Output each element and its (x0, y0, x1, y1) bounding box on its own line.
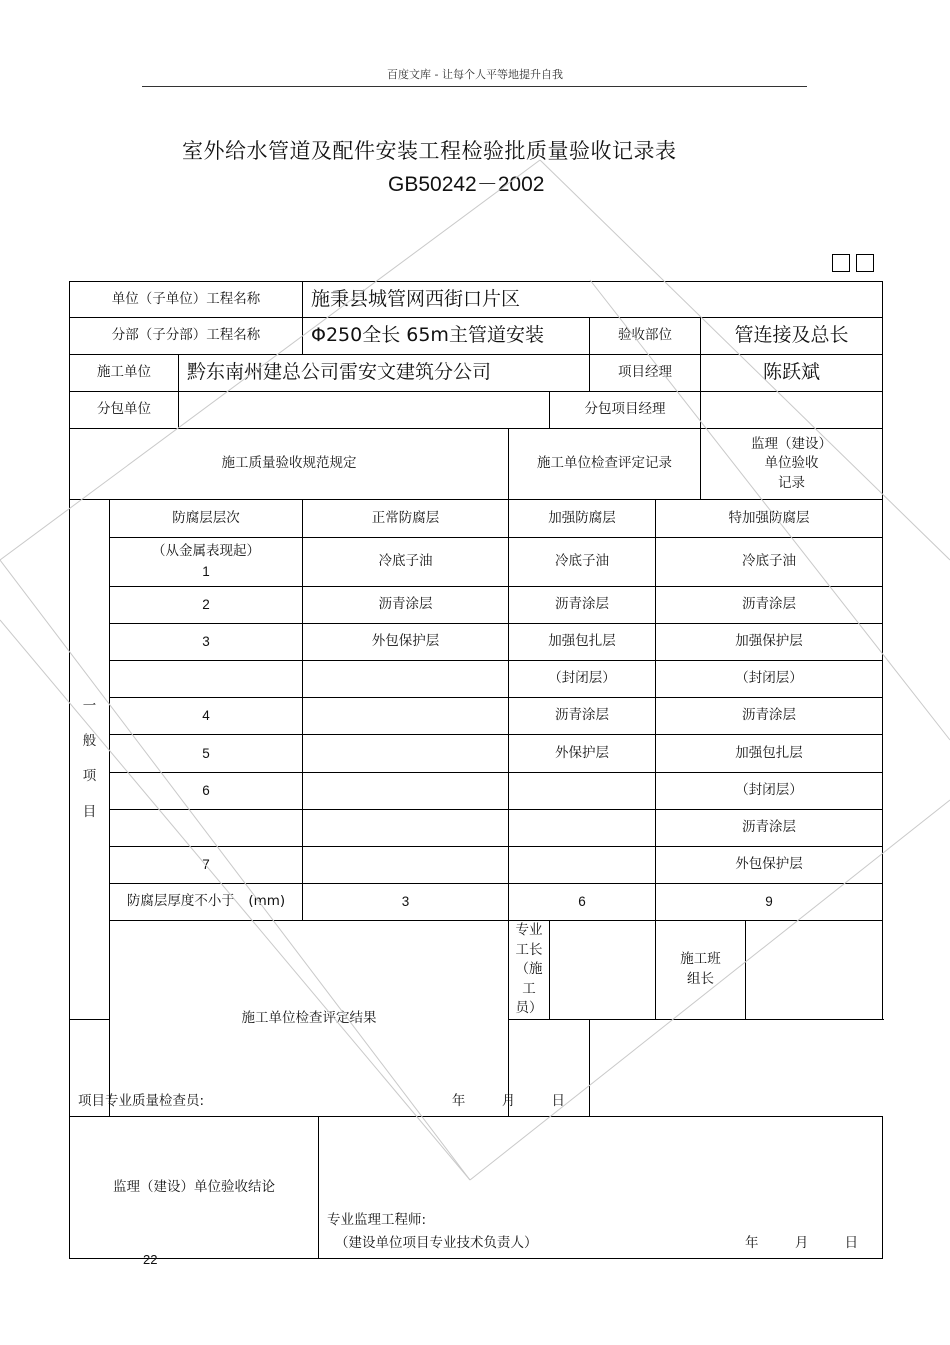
table-cell (303, 773, 509, 810)
table-cell: 沥青涂层 (509, 587, 656, 624)
table-cell: 外包保护层 (656, 847, 883, 884)
table-cell (509, 773, 656, 810)
quality-inspector-label: 项目专业质量检查员: (78, 1093, 205, 1110)
table-cell: 冷底子油 (303, 538, 509, 587)
col-reinforced: 加强防腐层 (509, 500, 656, 538)
thickness-reinforced: 6 (509, 884, 656, 921)
date-year: 年 (451, 1093, 466, 1110)
standard-code: GB50242－2002 (388, 173, 545, 196)
date-day: 日 (551, 1093, 565, 1110)
date-month: 月 (794, 1235, 809, 1252)
header-divider (142, 86, 807, 87)
table-cell (509, 810, 656, 847)
inspection-part-value[interactable]: 管连接及总长 (701, 318, 883, 355)
contractor-result-label: 施工单位检查评定结果 (110, 921, 509, 1117)
spec-header: 施工质量验收规范规定 (70, 429, 509, 500)
table-row (70, 624, 883, 661)
thickness-normal: 3 (303, 884, 509, 921)
date-month: 月 (501, 1093, 516, 1110)
contractor-value[interactable]: 黔东南州建总公司雷安文建筑分公司 (179, 355, 590, 392)
team-leader-label (656, 921, 746, 1020)
page-number: 22 (143, 1252, 158, 1267)
supervisor-header-line1: 监理（建设） (751, 435, 833, 452)
table-row (70, 847, 883, 884)
team-leader-value[interactable] (746, 921, 883, 1020)
construction-tech-lead-label: （建设单位项目专业技术负责人） (335, 1235, 538, 1252)
supervisor-engineer-label: 专业监理工程师: (327, 1211, 427, 1228)
supervisor-header-line3: 记录 (778, 474, 806, 491)
table-cell: 加强包扎层 (656, 735, 883, 773)
project-manager-label: 项目经理 (590, 355, 701, 392)
table-cell: 5 (110, 735, 303, 773)
table-cell (303, 847, 509, 884)
contractor-check-header: 施工单位检查评定记录 (509, 429, 701, 500)
general-char-2: 般 (82, 733, 97, 750)
contractor-result-area[interactable] (70, 1019, 590, 1116)
table-row (70, 735, 883, 773)
table-cell: 2 (110, 587, 303, 624)
subcontractor-label: 分包单位 (70, 392, 179, 429)
thickness-label: 防腐层厚度不小于 (mm) (110, 884, 303, 921)
col-normal: 正常防腐层 (303, 500, 509, 538)
table-cell: 沥青涂层 (656, 587, 883, 624)
subproject-name-value[interactable]: Φ250全长 65m主管道安装 (303, 318, 590, 355)
date-year: 年 (745, 1235, 759, 1252)
page-header: 百度文库 - 让每个人平等地提升自我 (387, 68, 563, 81)
inspection-part-label: 验收部位 (590, 318, 701, 355)
table-row (70, 661, 883, 698)
col-layer-order: 防腐层层次 (110, 500, 303, 538)
table-cell: （封闭层） (656, 773, 883, 810)
table-cell: 加强包扎层 (509, 624, 656, 661)
thickness-extra: 9 (656, 884, 883, 921)
team-leader-line1: 施工班 (680, 951, 721, 968)
table-cell: 外保护层 (509, 735, 656, 773)
general-char-4: 目 (82, 803, 97, 820)
table-cell: 6 (110, 773, 303, 810)
table-cell (303, 698, 509, 735)
supervisor-header-line2: 单位验收 (764, 455, 819, 472)
supervisor-conclusion-label: 监理（建设）单位验收结论 (70, 1116, 319, 1258)
table-cell: 沥青涂层 (509, 698, 656, 735)
project-manager-value[interactable]: 陈跃斌 (701, 355, 883, 392)
table-cell (303, 661, 509, 698)
contractor-label: 施工单位 (70, 355, 179, 392)
general-char-3: 项 (82, 768, 97, 785)
result-date (420, 1092, 565, 1112)
table-cell (509, 847, 656, 884)
general-char-1: 一 (82, 698, 97, 715)
supervisor-conclusion-area[interactable] (319, 1116, 883, 1258)
subcontractor-value[interactable] (179, 392, 550, 429)
table-cell: 4 (110, 698, 303, 735)
table-cell: 3 (110, 624, 303, 661)
table-cell: 沥青涂层 (656, 810, 883, 847)
table-cell (303, 735, 509, 773)
inspection-form-table (69, 281, 883, 1259)
table-cell (110, 810, 303, 847)
checkbox-2[interactable] (856, 254, 874, 272)
date-day: 日 (844, 1235, 859, 1252)
checkbox-1[interactable] (832, 254, 850, 272)
foreman-value[interactable] (550, 921, 656, 1020)
conclusion-date (713, 1234, 858, 1254)
col-extra-reinforced: 特加强防腐层 (656, 500, 883, 538)
table-cell: 7 (110, 847, 303, 884)
project-name-value[interactable]: 施秉县城管网西街口片区 (303, 282, 883, 318)
foreman-label: 专业工长（施工员） (509, 921, 550, 1020)
table-cell: 沥青涂层 (656, 698, 883, 735)
table-cell: 冷底子油 (656, 538, 883, 587)
table-cell: 沥青涂层 (303, 587, 509, 624)
table-cell: 加强保护层 (656, 624, 883, 661)
table-row (70, 810, 883, 847)
table-cell: （封闭层） (656, 661, 883, 698)
table-cell: 外包保护层 (303, 624, 509, 661)
project-name-label: 单位（子单位）工程名称 (70, 282, 303, 318)
supervisor-record-header (701, 429, 883, 500)
table-row (70, 587, 883, 624)
table-cell (303, 810, 509, 847)
layer-order-cell (110, 538, 303, 587)
general-items-label (70, 500, 110, 1020)
layer-order-num: 1 (202, 564, 210, 579)
sub-project-manager-value[interactable] (701, 392, 883, 429)
table-cell: （封闭层） (509, 661, 656, 698)
subproject-name-label: 分部（子分部）工程名称 (70, 318, 303, 355)
table-row (70, 773, 883, 810)
sub-project-manager-label: 分包项目经理 (550, 392, 701, 429)
team-leader-line2: 组长 (687, 970, 714, 987)
table-cell: 冷底子油 (509, 538, 656, 587)
table-row (70, 698, 883, 735)
table-cell (110, 661, 303, 698)
form-title: 室外给水管道及配件安装工程检验批质量验收记录表 (182, 139, 677, 163)
layer-order-note: （从金属表现起） (152, 543, 260, 560)
